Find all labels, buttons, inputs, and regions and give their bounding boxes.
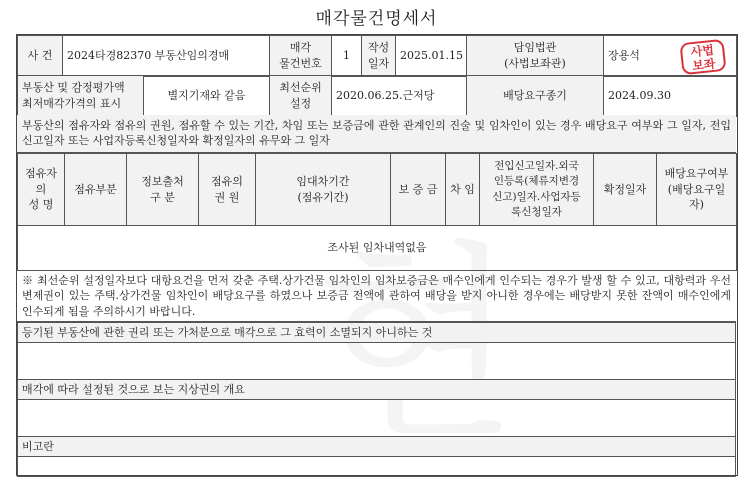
col-occupant-name: 점유자의 성 명 (18, 154, 65, 226)
section-label: 매각에 따라 설정된 것으로 보는 지상권의 개요 (18, 380, 736, 400)
seal-text: 사법 보좌 (690, 42, 717, 74)
created-date: 2025.01.15 (396, 36, 467, 77)
created-date-label: 작성 일자 (362, 36, 396, 77)
judge-label: 담임법관 (사법보좌관) (467, 36, 604, 77)
deadline-label: 배당요구종기 (467, 76, 604, 117)
priority-label: 최선순위 설정 (270, 76, 332, 117)
occupancy-description: 부동산의 점유자와 점유의 권원, 점유할 수 있는 기간, 차임 또는 보증금에 관한 관계인의 진술 및 임차인이 있는 경우 배당요구 여부와 그 일자, 전입신고일자 또는 사업자등록신청일자와 확정일자의 유무와 그 일자 (17, 115, 736, 153)
valuation-label: 부동산 및 감정평가액 최저매각가격의 표시 (18, 76, 144, 117)
col-lease-period: 임대차기간 (점유기간) (256, 154, 391, 226)
section-content (18, 400, 736, 438)
col-rent: 차 임 (446, 154, 480, 226)
valuation-value: 별지기재와 같음 (144, 76, 270, 117)
deadline-value: 2024.09.30 (604, 76, 737, 117)
col-deposit: 보 증 금 (391, 154, 446, 226)
item-number-label: 매각 물건번호 (270, 36, 332, 77)
section-unextinguished-rights (17, 322, 736, 381)
valuation-table (17, 75, 737, 117)
col-occupied-part: 점유부분 (65, 154, 127, 226)
priority-value: 2020.06.25.근저당 (332, 76, 467, 117)
section-content (18, 343, 736, 381)
empty-lease-message: 조사된 임차내역없음 (18, 226, 737, 271)
header-table (17, 35, 737, 77)
col-registration-date: 전입신고일자.외국 인등록(체류지변경 신고)일자.사업자등 록신청일자 (480, 154, 594, 226)
official-seal-stamp (679, 39, 726, 75)
col-fixed-date: 확정일자 (594, 154, 657, 226)
case-label: 사 건 (18, 36, 63, 77)
item-number: 1 (332, 36, 362, 77)
statement-form (16, 34, 738, 476)
notice-text: ※ 최선순위 설정일자보다 대항요건을 먼저 갖춘 주택.상가건물 임차인의 임차보증금은 매수인에게 인수되는 경우가 발생 할 수 있고, 대항력과 우선변제권이 있는 주택.상가건물 임차인이 배당요구를 하였으나 보증금 전액에 관하여 배당을 받지 아니한 경우에는 배당받지 못한 잔액이 매수인에게 인수되게 됨을 주의하시기 바랍니다. (17, 270, 736, 322)
occupancy-table (17, 153, 737, 271)
section-content (18, 457, 736, 477)
section-surface-rights (17, 379, 736, 438)
document-title: 매각물건명세서 (315, 9, 438, 29)
col-occupancy-right: 점유의 권 원 (199, 154, 256, 226)
col-distribution-request: 배당요구여부 (배당요구일자) (657, 154, 737, 226)
section-label: 비고란 (18, 437, 736, 457)
section-label: 등기된 부동산에 관한 권리 또는 가처분으로 매각으로 그 효력이 소멸되지 아니하는 것 (18, 323, 736, 343)
section-remarks (17, 436, 736, 477)
col-info-source: 정보출처 구 분 (127, 154, 199, 226)
judge-name: 장용석 (608, 49, 640, 63)
case-number: 2024타경82370 부동산임의경매 (63, 36, 270, 77)
